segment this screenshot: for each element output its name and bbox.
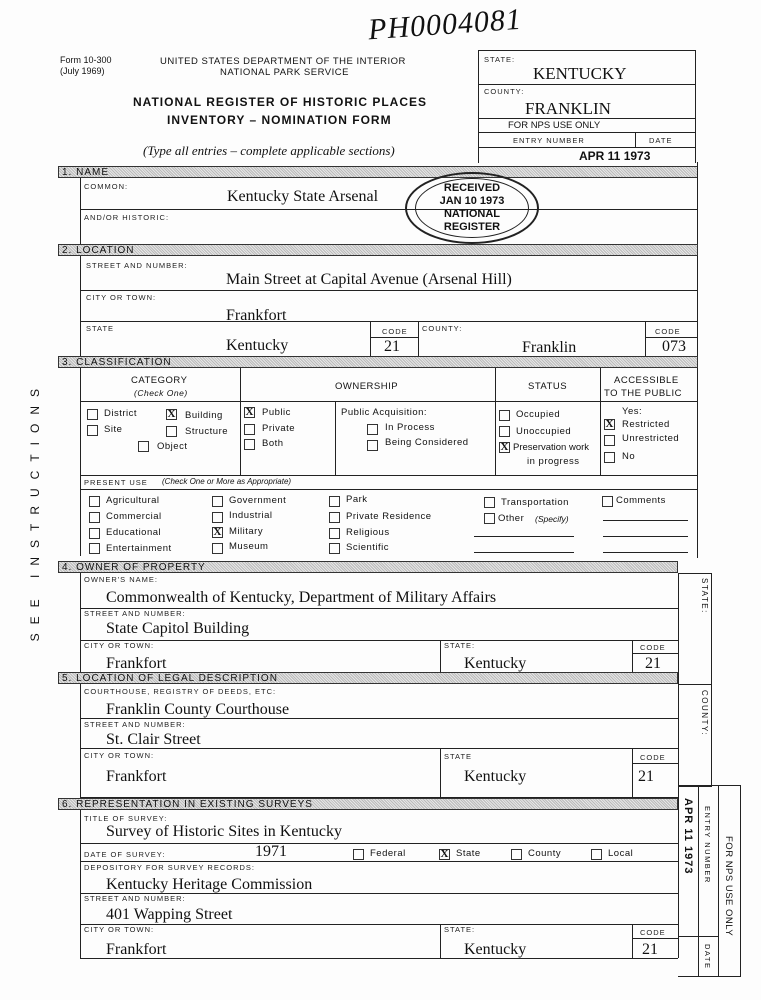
owner-city-value: Frankfort — [106, 655, 167, 672]
scientific-label: Scientific — [346, 542, 390, 553]
agricultural-label: Agricultural — [106, 495, 160, 506]
local-survey-label: Local — [608, 848, 634, 859]
private-residence-label: Private Residence — [346, 511, 432, 522]
legal-street-label: STREET AND NUMBER: — [84, 720, 186, 729]
checkbox-object[interactable] — [138, 441, 149, 452]
survey-code-label: CODE — [640, 928, 666, 937]
survey-city-value: Frankfort — [106, 941, 167, 958]
see-instructions: SEE INSTRUCTIONS — [28, 380, 42, 642]
building-label: Building — [185, 410, 223, 421]
accessible-heading: ACCESSIBLE — [614, 375, 679, 386]
common-name-label: COMMON: — [84, 182, 129, 191]
checkbox-government[interactable] — [212, 496, 223, 507]
checkbox-public[interactable]: X — [245, 406, 254, 418]
strip-county-label: COUNTY: — [700, 690, 709, 737]
street-value: Main Street at Capital Avenue (Arsenal Hill) — [226, 271, 512, 288]
city-label: CITY OR TOWN: — [86, 293, 157, 302]
checkbox-unrestricted[interactable] — [604, 435, 615, 446]
industrial-label: Industrial — [229, 510, 273, 521]
checkbox-local[interactable] — [591, 849, 602, 860]
stamp-register: REGISTER — [443, 221, 501, 233]
district-label: District — [104, 408, 138, 419]
checkbox-restricted[interactable]: X — [605, 418, 614, 430]
section-4-header: 4. OWNER OF PROPERTY — [58, 561, 678, 573]
right-nps-strip — [678, 573, 712, 787]
nps-box — [478, 50, 696, 163]
survey-city-label: CITY OR TOWN: — [84, 925, 155, 934]
state-value: Kentucky — [226, 337, 289, 354]
owner-state-label: STATE: — [444, 641, 476, 650]
checkbox-transportation[interactable] — [484, 497, 495, 508]
legal-state-label: STATE — [444, 752, 473, 761]
handwritten-id: PH0004081 — [367, 2, 523, 47]
military-label: Military — [229, 526, 264, 537]
religious-label: Religious — [346, 527, 390, 538]
section-5-header: 5. LOCATION OF LEGAL DESCRIPTION — [58, 672, 678, 684]
private-label: Private — [262, 423, 296, 434]
checkbox-park[interactable] — [329, 496, 340, 507]
form-title: NATIONAL REGISTER OF HISTORIC PLACES — [133, 95, 428, 109]
legal-street-value: St. Clair Street — [106, 731, 201, 748]
educational-label: Educational — [106, 527, 162, 538]
checkbox-religious[interactable] — [329, 528, 340, 539]
courthouse-value: Franklin County Courthouse — [106, 701, 290, 718]
ownership-heading: OWNERSHIP — [335, 381, 399, 392]
state-code-label: CODE — [382, 327, 408, 336]
checkbox-both[interactable] — [244, 439, 255, 450]
legal-code-value: 21 — [638, 768, 654, 785]
common-name-value: Kentucky State Arsenal — [227, 188, 379, 205]
depository-value: Kentucky Heritage Commission — [106, 876, 313, 893]
checkbox-scientific[interactable] — [329, 543, 340, 554]
survey-state-value: Kentucky — [464, 941, 527, 958]
checkbox-educational[interactable] — [89, 528, 100, 539]
checkbox-private-residence[interactable] — [329, 512, 340, 523]
state-label: STATE — [86, 324, 115, 333]
survey-code-value: 21 — [642, 941, 658, 958]
entertainment-label: Entertainment — [106, 543, 172, 554]
owner-name-value: Commonwealth of Kentucky, Department of Military Affairs — [106, 589, 497, 606]
owner-name-label: OWNER'S NAME: — [84, 575, 159, 584]
survey-street-value: 401 Wapping Street — [106, 906, 233, 923]
checkbox-private[interactable] — [244, 424, 255, 435]
checkbox-occupied[interactable] — [499, 410, 510, 421]
right-nps-entry-box — [678, 785, 741, 977]
being-considered-label: Being Considered — [385, 437, 469, 448]
survey-title-label: TITLE OF SURVEY: — [84, 814, 168, 823]
historic-name-label: AND/OR HISTORIC: — [84, 213, 170, 222]
owner-street-label: STREET AND NUMBER: — [84, 609, 186, 618]
in-process-label: In Process — [385, 422, 435, 433]
government-label: Government — [229, 495, 287, 506]
section-1-header: 1. NAME — [58, 166, 698, 178]
state-survey-label: State — [456, 848, 481, 859]
strip-use-only: FOR NPS USE ONLY — [723, 836, 734, 937]
checkbox-commercial[interactable] — [89, 512, 100, 523]
owner-code-value: 21 — [645, 655, 661, 672]
stamp-received: RECEIVED — [443, 182, 501, 194]
section-2-header: 2. LOCATION — [58, 244, 698, 256]
county-label: COUNTY: — [484, 87, 525, 96]
survey-date-value: 1971 — [255, 843, 287, 860]
owner-state-value: Kentucky — [464, 655, 527, 672]
checkbox-museum[interactable] — [212, 543, 223, 554]
owner-street-value: State Capitol Building — [106, 620, 250, 637]
checkbox-district[interactable] — [87, 409, 98, 420]
strip-state-label: STATE: — [700, 578, 709, 614]
commercial-label: Commercial — [106, 511, 162, 522]
site-label: Site — [104, 424, 123, 435]
preservation-label-2: in progress — [527, 456, 580, 467]
county-code-label: CODE — [655, 327, 681, 336]
checkbox-state[interactable]: X — [440, 848, 449, 860]
checkbox-in-process[interactable] — [367, 424, 378, 435]
object-label: Object — [157, 441, 188, 452]
preservation-label: Preservation work — [513, 442, 590, 453]
owner-code-label: CODE — [640, 643, 666, 652]
other-label: Other — [498, 513, 525, 524]
legal-state-value: Kentucky — [464, 768, 527, 785]
unrestricted-label: Unrestricted — [622, 433, 680, 444]
survey-street-label: STREET AND NUMBER: — [84, 894, 186, 903]
service: NATIONAL PARK SERVICE — [220, 67, 349, 78]
nps-use-only: FOR NPS USE ONLY — [508, 120, 601, 131]
checkbox-other[interactable] — [484, 513, 495, 524]
checkbox-agricultural[interactable] — [89, 496, 100, 507]
federal-label: Federal — [370, 848, 406, 859]
checkbox-preservation[interactable]: X — [500, 441, 509, 453]
public-label: Public — [262, 407, 291, 418]
survey-state-label: STATE: — [444, 925, 476, 934]
legal-city-value: Frankfort — [106, 768, 167, 785]
checkbox-site[interactable] — [87, 425, 98, 436]
section-3-header: 3. CLASSIFICATION — [58, 356, 698, 368]
form-date: (July 1969) — [60, 66, 105, 76]
city-value: Frankfort — [226, 307, 287, 324]
state-label: STATE: — [484, 55, 516, 64]
museum-label: Museum — [229, 541, 269, 552]
date-stamp: APR 11 1973 — [579, 149, 651, 163]
unoccupied-label: Unoccupied — [516, 426, 572, 437]
state-code-value: 21 — [384, 338, 400, 355]
accessible-heading-2: TO THE PUBLIC — [604, 388, 682, 399]
checkbox-military[interactable]: X — [213, 526, 222, 538]
courthouse-label: COURTHOUSE, REGISTRY OF DEEDS, ETC: — [84, 687, 277, 696]
strip-date-label: DATE — [703, 944, 712, 970]
county-code-value: 073 — [662, 338, 686, 355]
checkbox-unoccupied[interactable] — [499, 426, 510, 437]
status-heading: STATUS — [528, 381, 568, 392]
depository-label: DEPOSITORY FOR SURVEY RECORDS: — [84, 863, 256, 872]
checkbox-no[interactable] — [604, 452, 615, 463]
checkbox-comments[interactable] — [602, 496, 613, 507]
occupied-label: Occupied — [516, 409, 561, 420]
legal-code-label: CODE — [640, 753, 666, 762]
checkbox-entertainment[interactable] — [89, 543, 100, 554]
stamp-national: NATIONAL — [443, 208, 500, 220]
county-label: COUNTY: — [422, 324, 463, 333]
both-label: Both — [262, 438, 284, 449]
strip-date-stamp: APR 11 1973 — [682, 798, 694, 875]
form-subtitle: INVENTORY – NOMINATION FORM — [167, 113, 392, 127]
category-subheading: (Check One) — [134, 388, 188, 398]
transportation-label: Transportation — [501, 497, 569, 508]
no-label: No — [622, 451, 636, 462]
park-label: Park — [346, 494, 368, 505]
entry-number-label: ENTRY NUMBER — [513, 136, 585, 145]
survey-date-label: DATE OF SURVEY: — [84, 850, 166, 859]
county-value: Franklin — [522, 339, 577, 356]
form-number: Form 10-300 — [60, 55, 112, 65]
restricted-label: Restricted — [622, 419, 670, 430]
public-acquisition-label: Public Acquisition: — [341, 407, 428, 418]
street-label: STREET AND NUMBER: — [86, 261, 188, 270]
yes-label: Yes: — [622, 406, 643, 417]
checkbox-being-considered[interactable] — [367, 440, 378, 451]
comments-label: Comments — [616, 495, 666, 506]
form-instructions: (Type all entries – complete applicable sections) — [143, 143, 395, 158]
strip-entry-label: ENTRY NUMBER — [703, 806, 712, 884]
received-stamp — [405, 172, 539, 244]
county-survey-label: County — [528, 848, 562, 859]
present-use-note: (Check One or More as Appropriate) — [162, 477, 292, 486]
survey-title-value: Survey of Historic Sites in Kentucky — [106, 823, 342, 840]
legal-city-label: CITY OR TOWN: — [84, 751, 155, 760]
checkbox-building[interactable]: X — [167, 408, 176, 420]
present-use-label: PRESENT USE — [84, 478, 148, 487]
checkbox-structure[interactable] — [166, 426, 177, 437]
category-heading: CATEGORY — [131, 375, 188, 386]
checkbox-county[interactable] — [511, 849, 522, 860]
structure-label: Structure — [185, 426, 229, 437]
state-value: KENTUCKY — [533, 64, 627, 83]
date-label: DATE — [649, 136, 673, 145]
county-value: FRANKLIN — [525, 99, 611, 118]
department: UNITED STATES DEPARTMENT OF THE INTERIOR — [160, 56, 406, 67]
owner-city-label: CITY OR TOWN: — [84, 641, 155, 650]
stamp-date: JAN 10 1973 — [439, 195, 505, 207]
other-specify: (Specify) — [535, 514, 569, 524]
checkbox-federal[interactable] — [353, 849, 364, 860]
checkbox-industrial[interactable] — [212, 512, 223, 523]
section-6-header: 6. REPRESENTATION IN EXISTING SURVEYS — [58, 798, 678, 810]
